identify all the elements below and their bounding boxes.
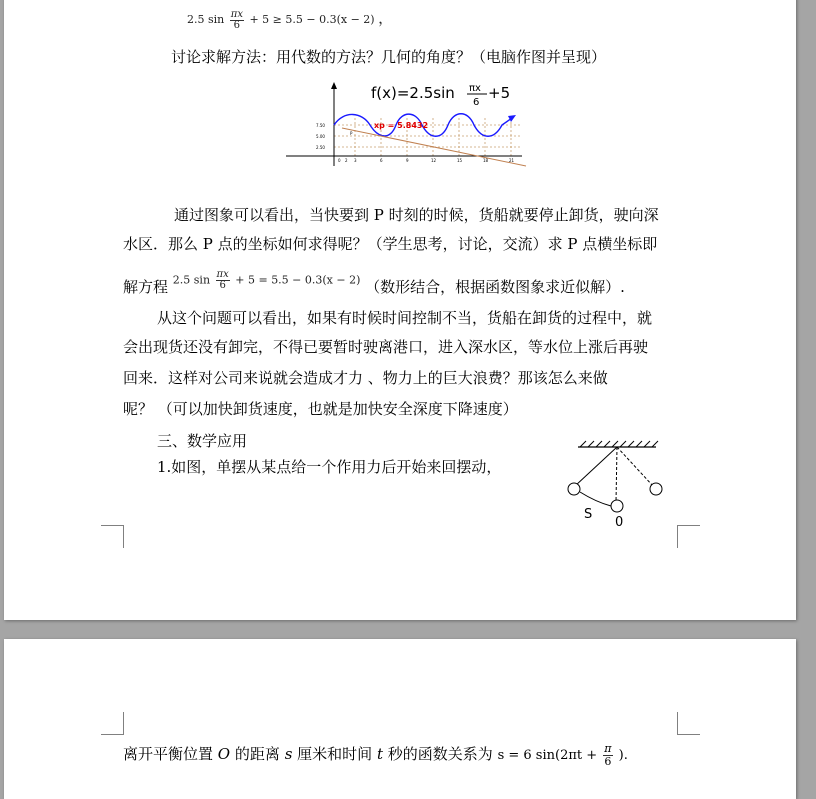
graph-formula-denominator: 6 (473, 97, 480, 108)
equation-fraction: $\frac{\pi x}{6}$ (230, 8, 243, 31)
margin-mark-bottom-right (677, 525, 700, 548)
x-tick-label: 18 (483, 158, 489, 163)
y-tick-label: 7.50 (316, 123, 325, 128)
exercise-1-text: 1.如图，单摆从某点给一个作用力后开始来回摆动， (157, 458, 502, 476)
inequality-equation (187, 8, 393, 31)
paragraph-2-line-4: 呢？ （可以加快卸货速度，也就是加快安全深度下降速度） (123, 400, 518, 418)
variable-o: O (217, 745, 231, 763)
variable-t: t (376, 745, 383, 763)
paragraph-1-line-1: 通过图象可以看出，当快要到 P 时刻的时候，货船就要停止卸货，驶向深 (174, 206, 659, 224)
pendulum-bob-bottom (611, 500, 623, 512)
graph-formula-right: +5 (488, 84, 511, 102)
text-segment: 厘米和时间 (297, 745, 373, 763)
y-axis-arrow (331, 82, 337, 89)
x-tick-label: 21 (509, 158, 515, 163)
xp-annotation: xp = 5.8432 (374, 121, 429, 130)
margin-mark-top-right (677, 712, 700, 735)
equation-rhs: + 5 ≥ 5.5 − 0.3(x − 2) (249, 13, 375, 26)
section-heading: 三、数学应用 (157, 432, 248, 450)
text-segment: 的距离 (234, 745, 280, 763)
equation-comma: ， (378, 9, 394, 27)
x-tick-label: 12 (431, 158, 437, 163)
graph-formula-numerator: πx (469, 83, 481, 94)
equation-lhs: 2.5 sin (187, 13, 225, 26)
function-graph-figure (282, 78, 534, 178)
variable-s: s (284, 745, 293, 763)
solve-equation-label: 解方程 (123, 278, 169, 296)
document-page-2 (4, 639, 796, 799)
swing-line (617, 447, 653, 486)
paragraph-2-line-3: 回来．这样对公司来说就会造成才力 、物力上的巨大浪费？那该怎么来做 (123, 369, 608, 387)
x-tick-label: 9 (406, 158, 409, 163)
equilibrium-line (616, 447, 617, 502)
method-note: （数形结合，根据函数图象求近似解）. (365, 278, 625, 296)
text-segment: 离开平衡位置 (123, 745, 214, 763)
curve-arrow (508, 115, 516, 122)
function-formula: s = 6 sin(2πt + $\frac{\pi}{6}$ ). (497, 742, 628, 768)
paragraph-2-line-1: 从这个问题可以看出，如果有时候时间控制不当，货船在卸货的过程中，就 (157, 309, 653, 327)
x-tick-label: 6 (380, 158, 383, 163)
paragraph-2-line-2: 会出现货还没有卸完，不得已要暂时驶离港口，进入深水区，等水位上涨后再驶 (123, 338, 649, 356)
equation-inline: 2.5 sin $\frac{\pi x}{6}$ + 5 = 5.5 − 0.3(x − 2) (172, 268, 361, 291)
margin-mark-bottom-left (101, 525, 124, 548)
page2-text-line (123, 743, 628, 768)
paragraph-1-line-3 (123, 268, 625, 299)
text-segment: 秒的函数关系为 (387, 745, 493, 763)
x-tick-label: 3 (354, 158, 357, 163)
pendulum-bob-right (650, 483, 662, 495)
x-tick-label: 2 (345, 158, 348, 163)
document-page-1 (4, 0, 796, 620)
paragraph-1-line-2: 水区．那么 P 点的坐标如何求得呢？（学生思考，讨论，交流）求 P 点横坐标即 (123, 235, 658, 253)
pendulum-bob-left (568, 483, 580, 495)
label-s: S (584, 507, 593, 522)
pendulum-string (575, 447, 617, 486)
x-tick-label: 0 (338, 158, 341, 163)
margin-mark-top-left (101, 712, 124, 735)
label-o: 0 (615, 515, 624, 530)
point-p-label: P (350, 131, 353, 136)
graph-formula-left: f(x)=2.5sin (371, 84, 455, 102)
y-tick-label: 2.50 (316, 145, 325, 150)
x-tick-label: 15 (457, 158, 463, 163)
discussion-paragraph: 讨论求解方法：用代数的方法？几何的角度？（电脑作图并呈现） (171, 48, 607, 66)
swing-arc (580, 492, 611, 506)
pendulum-figure (560, 438, 670, 538)
ceiling-hatching (580, 441, 658, 447)
y-tick-label: 5.00 (316, 134, 325, 139)
